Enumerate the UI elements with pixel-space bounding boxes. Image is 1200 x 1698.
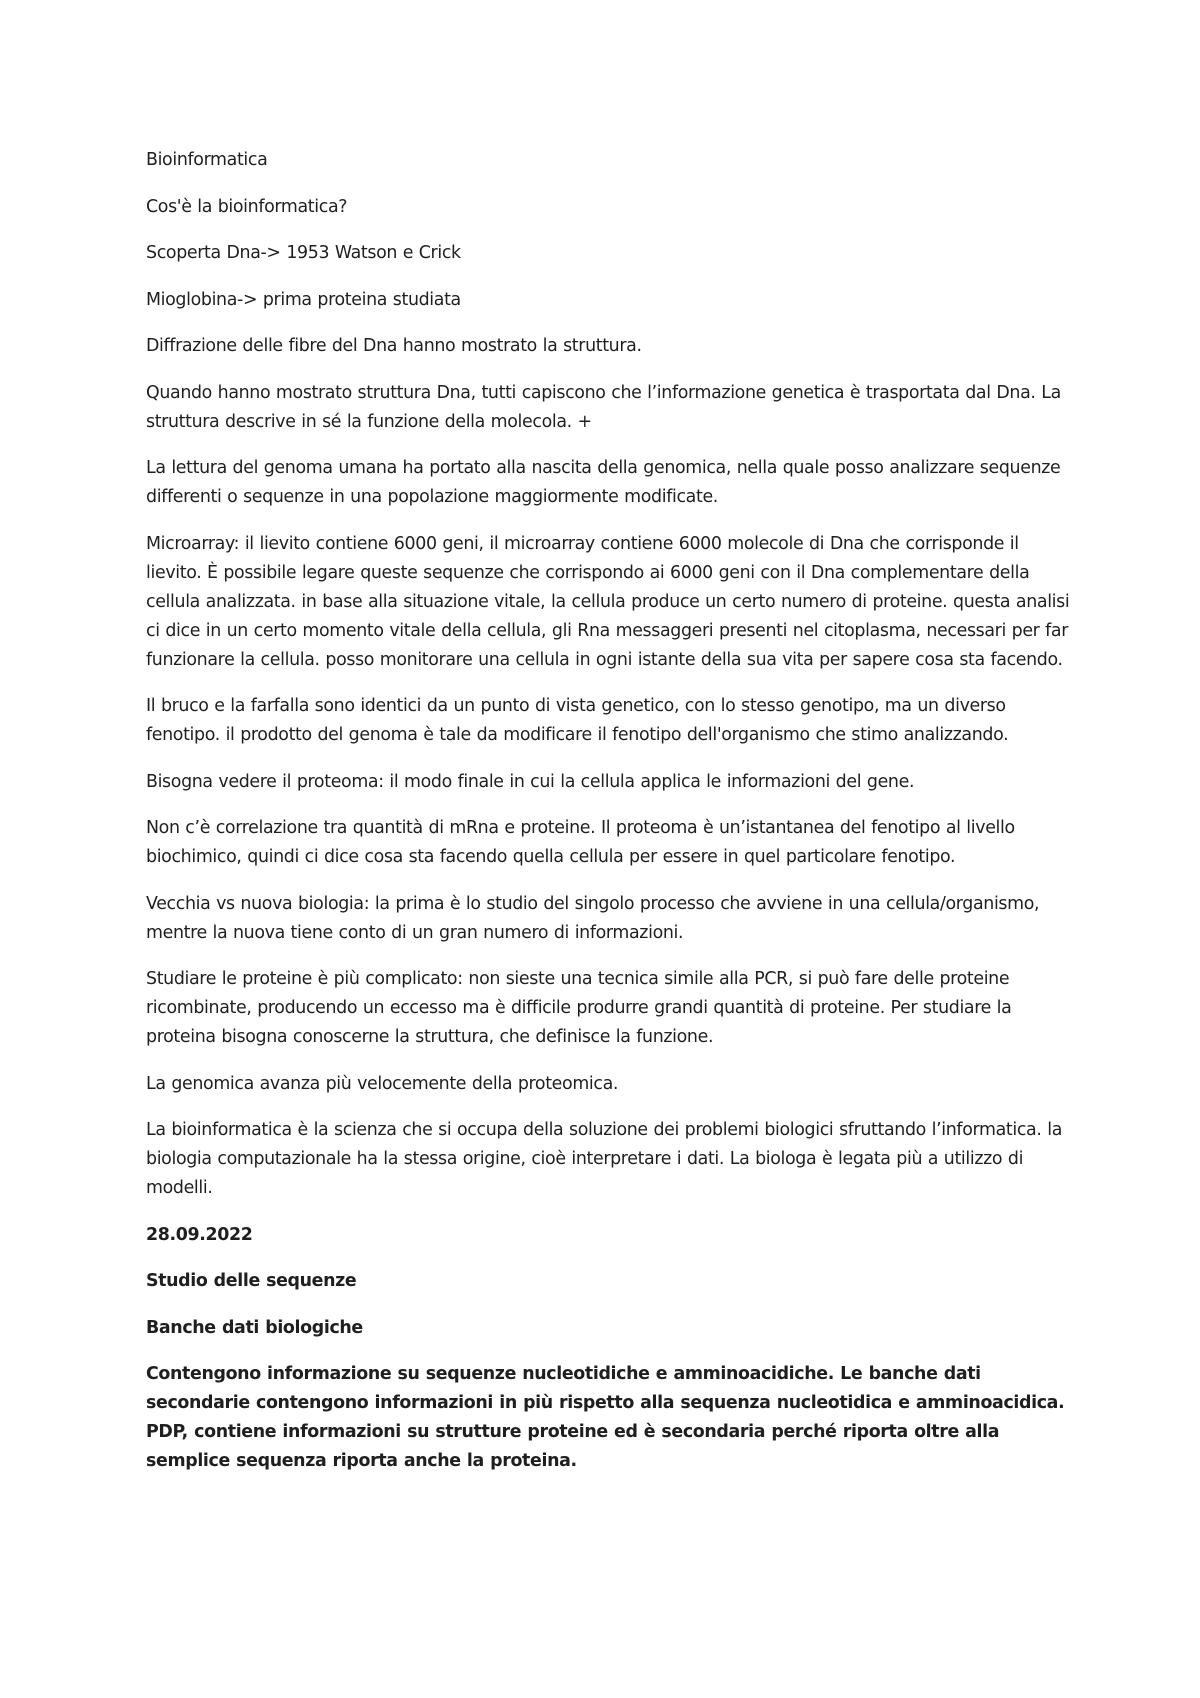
doc-paragraph: La bioinformatica è la scienza che si occupa della soluzione dei problemi biologici sfruttando l’informatica. la biologia computazionale ha la stessa origine, cioè interpretare i dati. La biologa è legata più a utilizzo di modelli. — [146, 1120, 1062, 1198]
doc-paragraph: Studiare le proteine è più complicato: non sieste una tecnica simile alla PCR, si può fare delle proteine ricombinate, producendo un eccesso ma è difficile produrre grandi quantità di proteine. Per studiare la proteina bisogna conoscerne la struttura, che definisce la funzione. — [146, 969, 1012, 1047]
doc-paragraph: Il bruco e la farfalla sono identici da un punto di vista genetico, con lo stesso genotipo, ma un diverso fenotipo. il prodotto del genoma è tale da modificare il fenotipo dell'organismo che stimo analizzando. — [146, 696, 1009, 745]
doc-paragraph: Microarray: il lievito contiene 6000 geni, il microarray contiene 6000 molecole di Dna che corrisponde il lievito. È possibile legare queste sequenze che corrispondo ai 6000 geni con il Dna complementare della cellula analizzata. in base alla situazione vitale, la cellula produce un certo numero di proteine. questa analisi ci dice in un certo momento vitale della cellula, gli Rna messaggeri presenti nel citoplasma, necessari per far funzionare la cellula. posso monitorare una cellula in ogni istante della sua vita per sapere cosa sta facendo. — [146, 533, 1070, 670]
doc-paragraph: Bisogna vedere il proteoma: il modo finale in cui la cellula applica le informazioni del gene. — [146, 771, 915, 792]
doc-question: Cos'è la bioinformatica? — [146, 196, 348, 217]
doc-paragraph: Mioglobina-> prima proteina studiata — [146, 289, 461, 310]
doc-paragraph: Scoperta Dna-> 1953 Watson e Crick — [146, 243, 461, 263]
doc-paragraph: La lettura del genoma umana ha portato alla nascita della genomica, nella quale posso analizzare sequenze differenti o sequenze in una popolazione maggiormente modificate. — [146, 458, 1061, 507]
doc-paragraph: La genomica avanza più velocemente della proteomica. — [146, 1073, 619, 1094]
doc-section-heading: Studio delle sequenze — [146, 1271, 357, 1291]
doc-paragraph: Quando hanno mostrato struttura Dna, tutti capiscono che l’informazione genetica è trasportata dal Dna. La struttura descrive in sé la funzione della molecola. + — [146, 382, 1061, 432]
doc-paragraph: Non c’è correlazione tra quantità di mRna e proteine. Il proteoma è un’istantanea del fenotipo al livello biochimico, quindi ci dice cosa sta facendo quella cellula per essere in quel particolare fenotipo. — [146, 818, 1015, 867]
doc-paragraph: Vecchia vs nuova biologia: la prima è lo studio del singolo processo che avviene in una cellula/organismo, mentre la nuova tiene conto di un gran numero di informazioni. — [146, 893, 1040, 943]
doc-paragraph: Contengono informazione su sequenze nucleotidiche e amminoacidiche. Le banche dati secondarie contengono informazioni in più rispetto alla sequenza nucleotidica e amminoacidica. PDP, contiene informazioni su strutture proteine ed è secondaria perché riporta oltre alla semplice sequenza riporta anche la proteina. — [146, 1364, 1065, 1471]
document-page — [146, 146, 1076, 1494]
doc-date-heading: 28.09.2022 — [146, 1224, 253, 1245]
doc-subsection-heading: Banche dati biologiche — [146, 1317, 363, 1338]
doc-title: Bioinformatica — [146, 150, 268, 170]
doc-paragraph: Diffrazione delle fibre del Dna hanno mostrato la struttura. — [146, 336, 642, 356]
